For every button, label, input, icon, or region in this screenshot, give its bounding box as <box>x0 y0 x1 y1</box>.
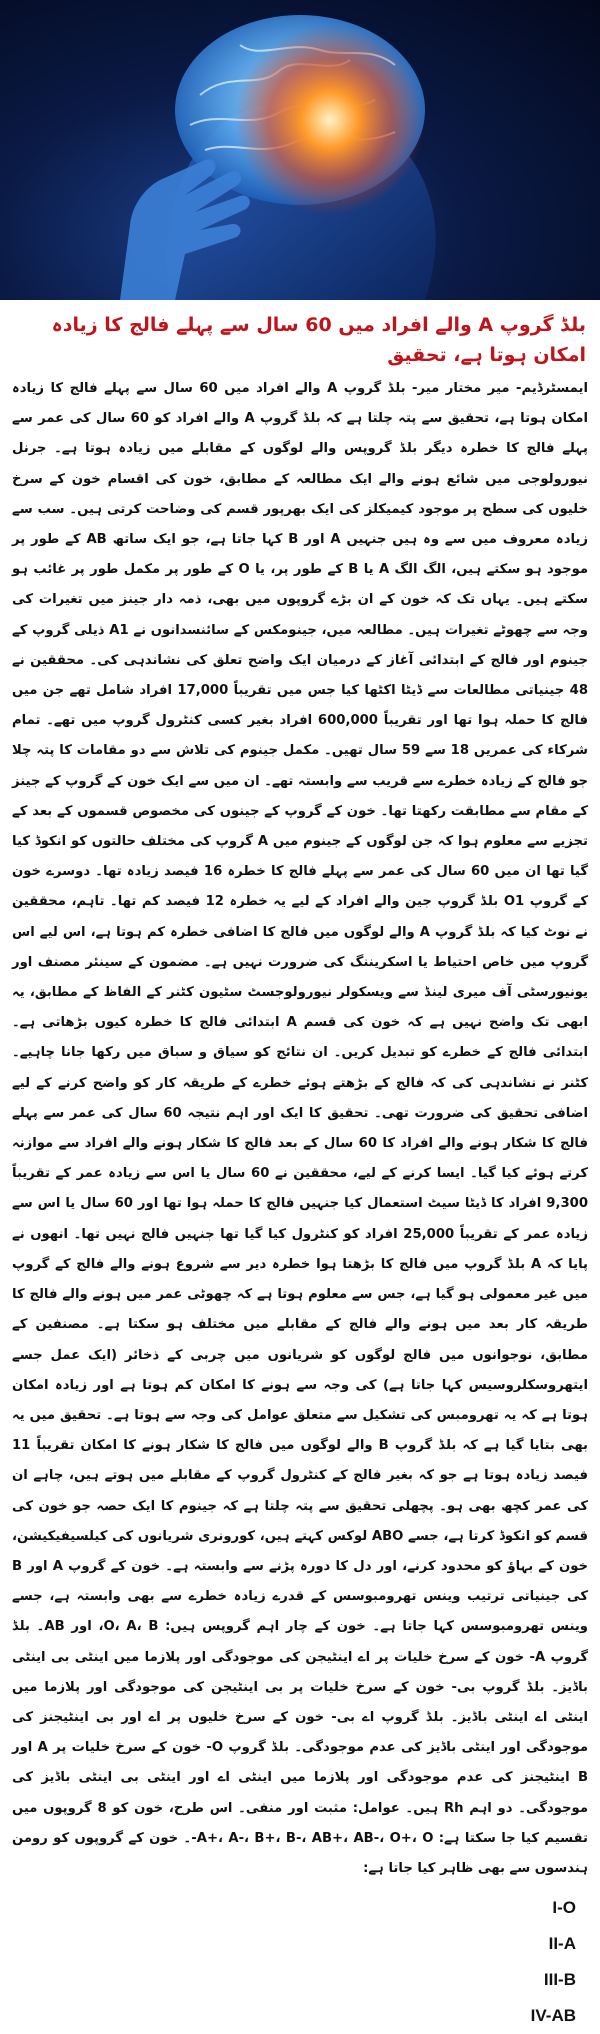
list-item: III-B <box>543 1970 576 1990</box>
article-body <box>0 374 600 1884</box>
blood-group-roman-list <box>0 1890 600 2034</box>
list-item: IV-AB <box>530 2006 576 2026</box>
article-headline: بلڈ گروپ A والے افراد میں 60 سال سے پہلے فالج کا زیادہ امکان ہوتا ہے، تحقیق <box>51 314 586 366</box>
brain-headache-illustration <box>0 0 600 300</box>
list-item: I-O <box>552 1898 576 1918</box>
article-paragraph: ایمسٹرڈیم- میر مختار میر- بلڈ گروپ A والے افراد میں 60 سال سے پہلے فالج کا زیادہ امکان ہوتا ہے، تحقیق سے پتہ چلتا ہے کہ بلڈ گروپ A والے افراد کو 60 سال کی عمر سے پہلے فالج کا خطرہ دیگر بلڈ گروپس والے لوگوں کے مقابلے میں زیادہ ہوتا ہے۔ جرنل نیورولوجی میں شائع ہونے والے ایک مطالعہ کے مطابق، خون کی اقسام خون کے سرخ خلیوں کی سطح پر موجود کیمیکلز کی ایک بھرپور قسم کی وضاحت کرتی ہیں۔ سب سے زیادہ معروف میں سے وہ ہیں جنہیں A اور B کہا جاتا ہے، جو ایک ساتھ AB کے طور پر موجود ہو سکتے ہیں، الگ الگ A یا B کے طور پر، یا O کے طور پر مکمل طور پر غائب ہو سکتے ہیں۔ یہاں تک کہ خون کے ان بڑے گروپوں میں بھی، ذمہ دار جینز میں تغیرات کی وجہ سے چھوٹے تغیرات ہیں۔ مطالعہ میں، جینومکس کے سائنسدانوں نے A1 ذیلی گروپ کے جینوم اور فالج کے ابتدائی آغاز کے درمیان ایک واضح تعلق کی نشاندہی کی۔ محققین نے 48 جینیاتی مطالعات سے ڈیٹا اکٹھا کیا جس میں تقریباً 17,000 افراد شامل تھے جن میں فالج کا حملہ ہوا تھا اور تقریباً 600,000 افراد بغیر کسی کنٹرول گروپ میں تھے۔ تمام شرکاء کی عمریں 18 سے 59 سال تھیں۔ مکمل جینوم کی تلاش سے دو مقامات کا پتہ چلا جو فالج کے زیادہ خطرے سے قریب سے وابستہ تھے۔ ان میں سے ایک خون کے گروپ کے جینز کے مقام سے مطابقت رکھتا تھا۔ خون کے گروپ کے جینوں کی مخصوص قسموں کے بعد کے تجزیے سے معلوم ہوا کہ جن لوگوں کے جینوم میں A گروپ کی مختلف حالتوں کو انکوڈ کیا گیا تھا ان میں 60 سال کی عمر سے پہلے فالج کا خطرہ 16 فیصد زیادہ تھا۔ دوسرے خون کے گروپ O1 بلڈ گروپ جین والے افراد کے لیے یہ خطرہ 12 فیصد کم تھا۔ تاہم، محققین نے نوٹ کیا کہ بلڈ گروپ A والے لوگوں میں فالج کا اضافی خطرہ کم ہوتا ہے، اس لیے اس گروپ میں خاص احتیاط یا اسکریننگ کی ضرورت نہیں ہے۔ مضمون کے سینئر مصنف اور یونیورسٹی آف میری لینڈ سے ویسکولر نیورولوجسٹ سٹیون کٹنر کے الفاظ کے مطابق، یہ ابھی تک واضح نہیں ہے کہ خون کی قسم A ابتدائی فالج کا خطرہ کیوں بڑھاتی ہے۔ ابتدائی فالج کے خطرے کو تبدیل کریں۔ ان نتائج کو سیاق و سباق میں رکھا جانا چاہیے۔ کٹنر نے نشاندہی کی کہ فالج کے بڑھتے ہوئے خطرے کے طریقہ کار کو واضح کرنے کے لیے اضافی تحقیق کی ضرورت تھی۔ تحقیق کا ایک اور اہم نتیجہ 60 سال کی عمر سے پہلے فالج کا شکار ہونے والے افراد کا 60 سال کے بعد فالج کا شکار ہونے والے افراد سے موازنہ کرتے ہوئے کیا گیا۔ ایسا کرنے کے لیے، محققین نے 60 سال یا اس سے زیادہ عمر کے تقریباً 9,300 افراد کا ڈیٹا سیٹ استعمال کیا جنہیں فالج کا حملہ ہوا تھا اور 60 سال یا اس سے زیادہ عمر کے تقریباً 25,000 افراد کو کنٹرول کیا گیا تھا جنہیں فالج نہیں تھا۔ انھوں نے پایا کہ A بلڈ گروپ میں فالج کا بڑھتا ہوا خطرہ دیر سے شروع ہونے والے فالج کے گروپ میں غیر معمولی ہو گیا ہے، جس سے معلوم ہوتا ہے کہ چھوٹی عمر میں ہونے والے فالج کا طریقہ کار بعد میں ہونے والے فالج کے مقابلے میں مختلف ہو سکتا ہے۔ مصنفین کے مطابق، نوجوانوں میں فالج لوگوں کو شریانوں میں چربی کے ذخائر (ایک عمل جسے ایتھروسکلروسیس کہا جاتا ہے) کی وجہ سے ہونے کا امکان کم ہوتا ہے اور زیادہ امکان ہوتا ہے کہ یہ تھرومبس کی تشکیل سے متعلق عوامل کی وجہ سے ہوتا ہے۔ تحقیق میں یہ بھی بتایا گیا ہے کہ بلڈ گروپ B والے لوگوں میں فالج کا شکار ہونے کا امکان تقریباً 11 فیصد زیادہ ہوتا ہے جو کہ بغیر فالج کے کنٹرول گروپ کے مقابلے میں ہوتے ہیں، چاہے ان کی عمر کچھ بھی ہو۔ پچھلی تحقیق سے پتہ چلتا ہے کہ جینوم کا ایک حصہ جو خون کی قسم کو انکوڈ کرتا ہے، جسے ABO لوکس کہتے ہیں، کورونری شریانوں کی کیلسیفیکیشن، خون کے بہاؤ کو محدود کرنے، اور دل کا دورہ پڑنے سے وابستہ ہے۔ خون کے گروپ A اور B کی جینیاتی ترتیب وینس تھرومبوسس کے قدرے زیادہ خطرے سے بھی وابستہ ہے، جسے وینس تھرومبوسس کہا جاتا ہے۔ خون کے چار اہم گروپس ہیں: O، A، B، اور AB۔ بلڈ گروپ A- خون کے سرخ خلیات پر اے اینٹیجن کی موجودگی اور پلازما میں اینٹی بی اینٹی باڈیز۔ بلڈ گروپ بی- خون کے سرخ خلیات پر بی اینٹیجن کی موجودگی اور پلازما میں اینٹی اے اینٹی باڈیز۔ بلڈ گروپ اے بی- خون کے سرخ خلیوں پر اے اور بی اینٹیجنز کی موجودگی اور اینٹی باڈیز کی عدم موجودگی۔ بلڈ گروپ O- خون کے سرخ خلیات پر A اور B اینٹیجنز کی عدم موجودگی اور پلازما میں اینٹی اے اور اینٹی بی اینٹی باڈیز کی موجودگی۔ دو اہم Rh ہیں۔ عوامل: مثبت اور منفی۔ اس طرح، خون کو 8 گروپوں میں تقسیم کیا جا سکتا ہے: A+، A-، B+، B-، AB+، AB-، O+، O-۔ خون کے گروپوں کو رومن ہندسوں سے بھی ظاہر کیا جاتا ہے: <box>12 381 589 1876</box>
hero-image <box>0 0 600 300</box>
list-item: II-A <box>548 1934 576 1954</box>
